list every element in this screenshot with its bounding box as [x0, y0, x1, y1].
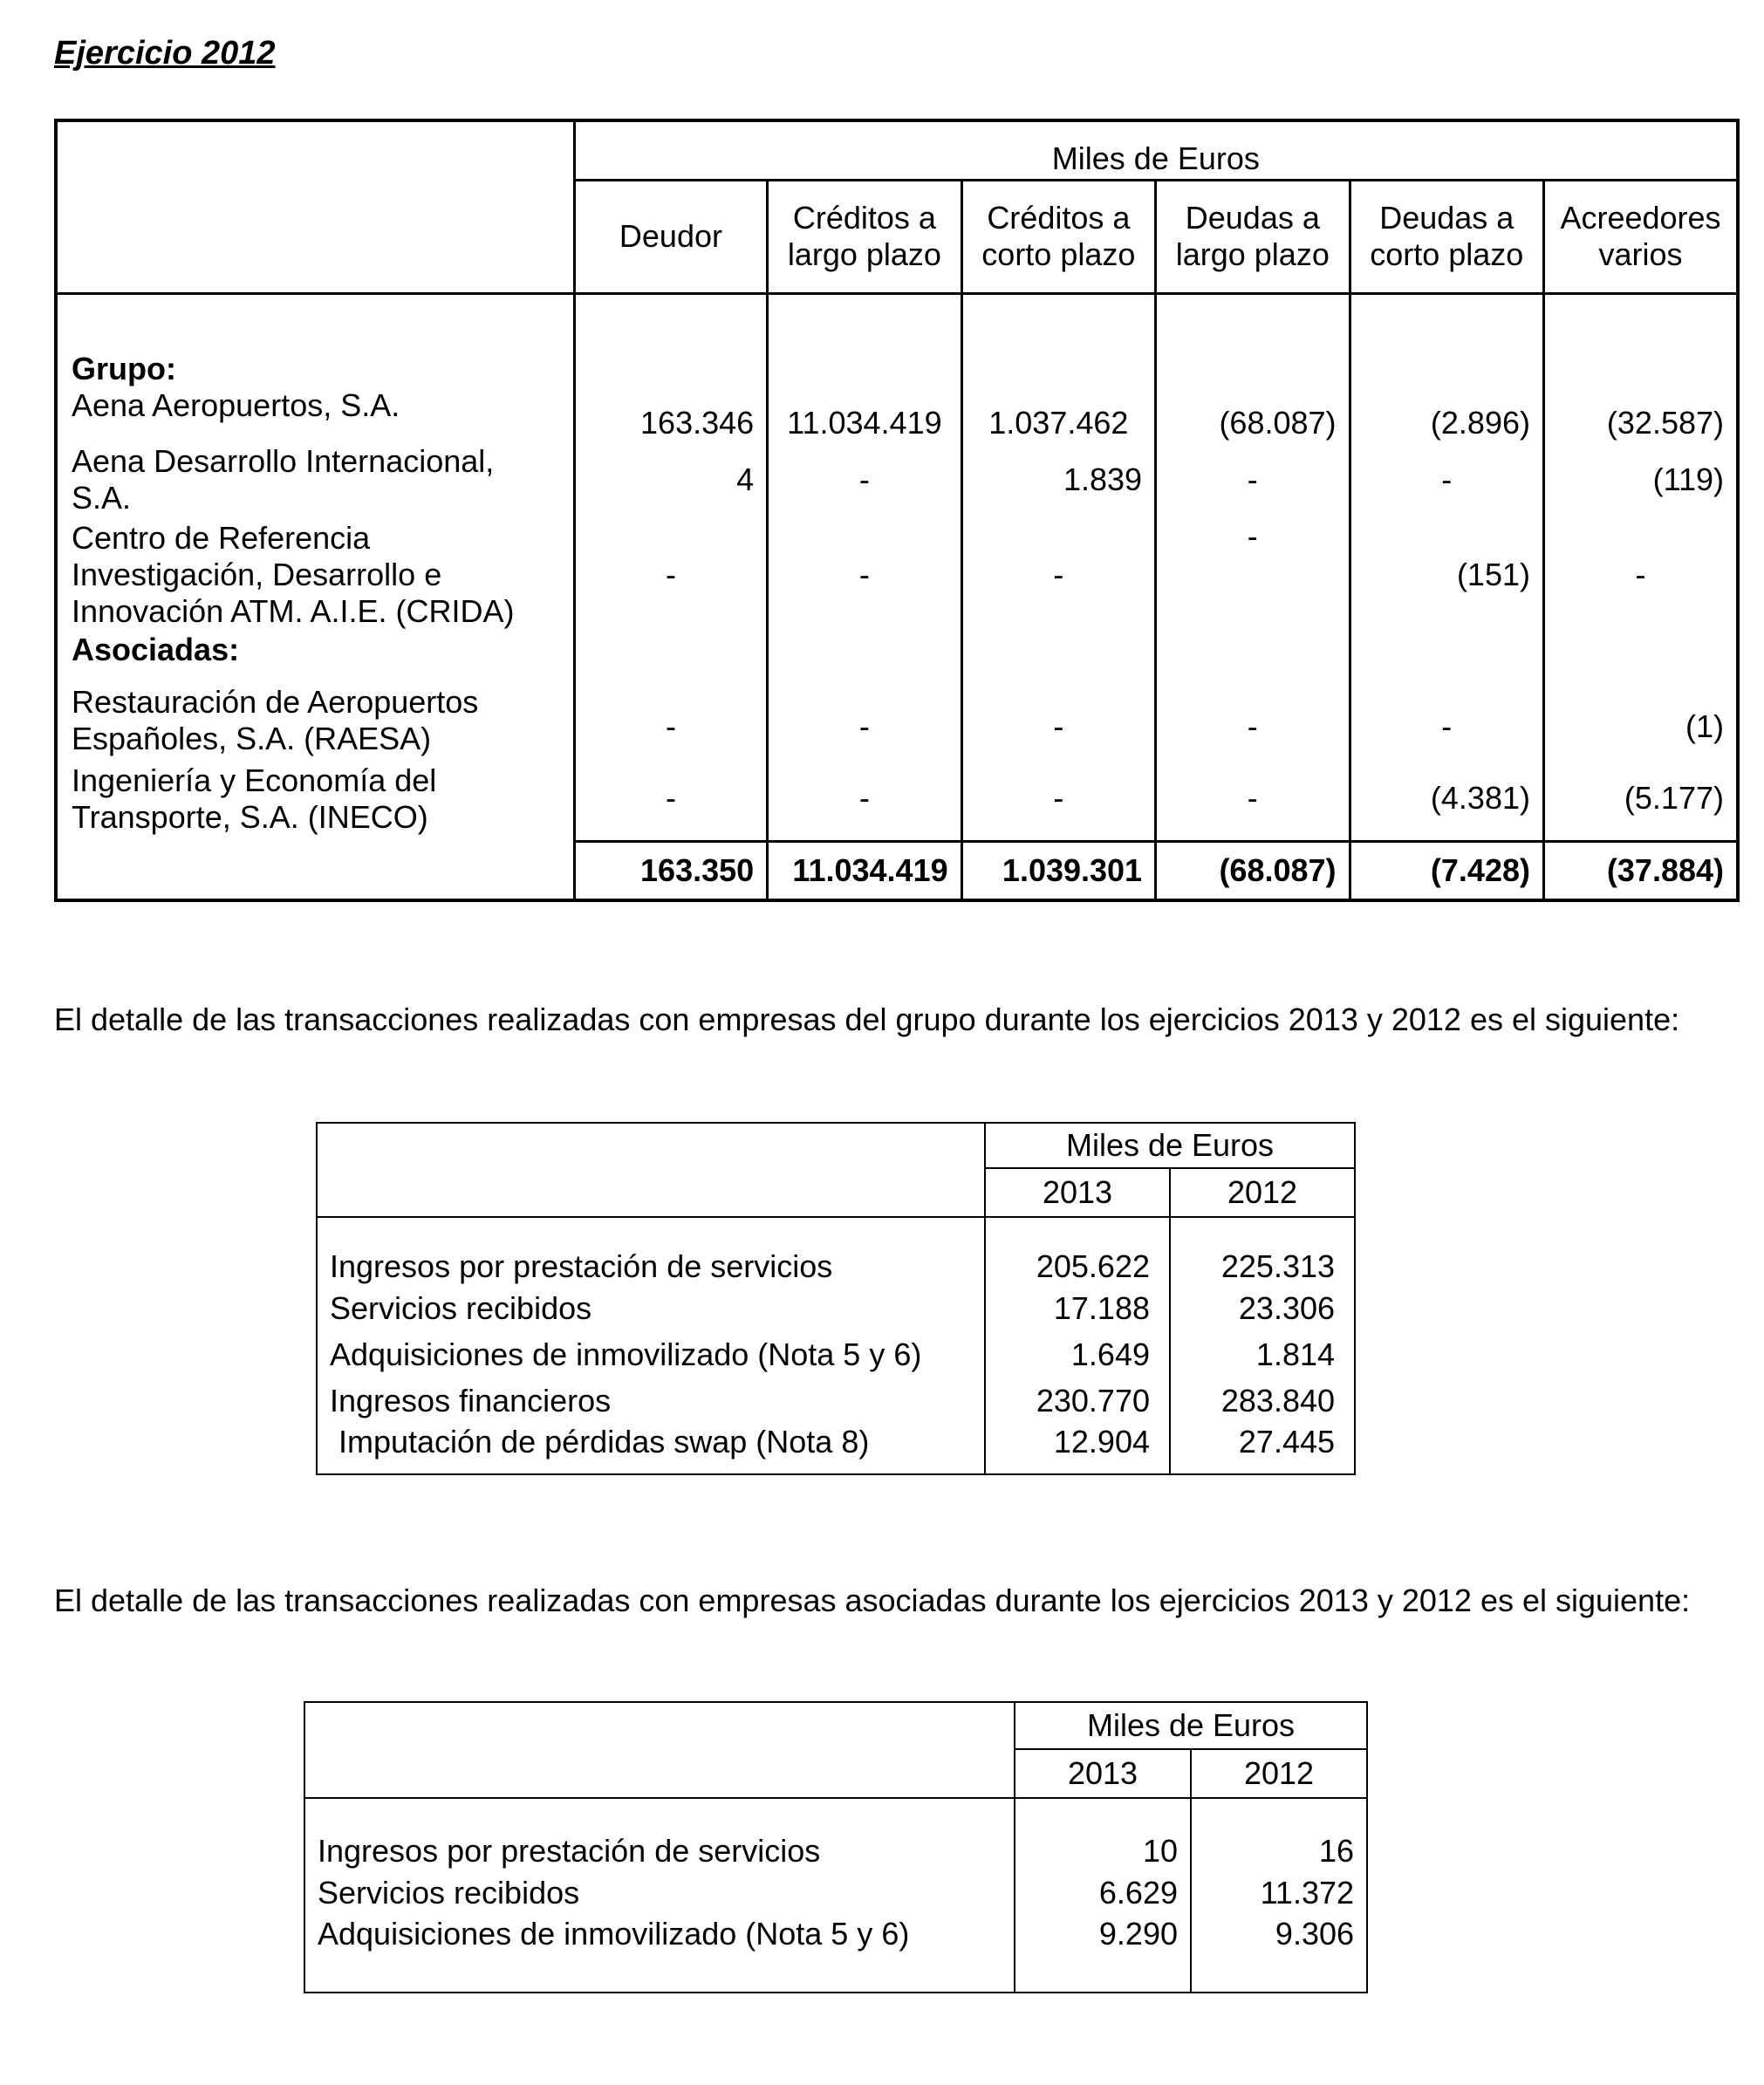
totals-blank [56, 841, 574, 900]
row-label: Ingresos financieros [330, 1382, 612, 1418]
unit-header: Miles de Euros [985, 1123, 1355, 1168]
cell: 1.649 [985, 1331, 1170, 1377]
cell: 1.814 [1170, 1331, 1355, 1377]
transacciones-asociadas-table [304, 1701, 1368, 1993]
table-row [317, 1331, 1355, 1377]
table-row [304, 1798, 1367, 1870]
cell: (4.381) [1350, 757, 1543, 841]
col-header-creditos-cp: Créditos a corto plazo [961, 180, 1155, 293]
balances-table-2012 [54, 119, 1740, 902]
total-cell: 1.039.301 [961, 841, 1155, 900]
paragraph-asociadas: El detalle de las transacciones realizadas con empresas asociadas durante los ejercicios 2013 y 2012 es el siguiente: [54, 1583, 1691, 1618]
cell: - [1156, 441, 1350, 518]
col-header-deudas-cp: Deudas a corto plazo [1350, 180, 1543, 293]
table-row [56, 757, 1738, 841]
table-row [317, 1424, 1355, 1474]
cell: - [961, 518, 1155, 632]
cell: - [1156, 518, 1350, 632]
table-row [56, 387, 1738, 441]
cell: 1.839 [961, 441, 1155, 518]
cell: - [961, 757, 1155, 841]
paragraph-grupo: El detalle de las transacciones realizadas con empresas del grupo durante los ejercicios 2013 y 2012 es el siguiente: [54, 1001, 1680, 1037]
row-label: Adquisiciones de inmovilizado (Nota 5 y 6) [330, 1336, 922, 1372]
transacciones-grupo-table [316, 1122, 1356, 1475]
cell: 11.372 [1191, 1870, 1367, 1916]
table-row [304, 1916, 1367, 1993]
table-row [56, 441, 1738, 518]
row-label: Centro de Referencia Investigación, Desarrollo e Innovación ATM. A.I.E. (CRIDA) [72, 520, 515, 629]
page-title: Ejercicio 2012 [54, 35, 276, 72]
total-cell: (68.087) [1156, 841, 1350, 900]
cell: 230.770 [985, 1377, 1170, 1424]
totals-row [56, 841, 1738, 900]
cell: 4 [574, 441, 767, 518]
total-cell: 163.350 [574, 841, 767, 900]
year-header-2013: 2013 [985, 1168, 1170, 1217]
row-label: Servicios recibidos [330, 1289, 592, 1326]
cell: - [1350, 672, 1543, 757]
table-row [56, 518, 1738, 632]
cell: - [574, 672, 767, 757]
unit-header: Miles de Euros [1015, 1702, 1367, 1749]
cell: 11.034.419 [768, 387, 961, 441]
row-label: Aena Desarrollo Internacional, S.A. [72, 443, 495, 516]
cell: 12.904 [985, 1424, 1170, 1474]
row-label: Ingresos por prestación de servicios [318, 1833, 821, 1869]
row-label: Servicios recibidos [318, 1874, 580, 1911]
year-header-2012: 2012 [1170, 1168, 1355, 1217]
header-blank [56, 120, 574, 293]
row-label: Ingresos por prestación de servicios [330, 1248, 833, 1284]
cell: (151) [1350, 518, 1543, 632]
row-label: Imputación de pérdidas swap (Nota 8) [330, 1424, 870, 1460]
col-header-creditos-lp: Créditos a largo plazo [768, 180, 961, 293]
cell: - [1156, 672, 1350, 757]
total-cell: (37.884) [1543, 841, 1738, 900]
row-label: Restauración de Aeropuertos Españoles, S.A. (RAESA) [72, 684, 479, 756]
cell: 9.306 [1191, 1916, 1367, 1993]
col-header-acreedores: Acreedores varios [1543, 180, 1738, 293]
cell: 163.346 [574, 387, 767, 441]
total-cell: (7.428) [1350, 841, 1543, 900]
cell: - [1543, 518, 1738, 632]
cell: 6.629 [1015, 1870, 1191, 1916]
cell: - [1156, 757, 1350, 841]
cell: - [1350, 441, 1543, 518]
section-grupo: Grupo: [72, 351, 176, 386]
cell: (1) [1543, 672, 1738, 757]
cell: - [961, 672, 1155, 757]
year-header-2013: 2013 [1015, 1749, 1191, 1798]
cell: 283.840 [1170, 1377, 1355, 1424]
cell: - [768, 441, 961, 518]
unit-header: Miles de Euros [574, 120, 1738, 180]
cell: - [768, 518, 961, 632]
table-row [317, 1377, 1355, 1424]
section-asociadas: Asociadas: [72, 632, 240, 667]
cell: 27.445 [1170, 1424, 1355, 1474]
cell: (119) [1543, 441, 1738, 518]
cell: (68.087) [1156, 387, 1350, 441]
cell: 10 [1015, 1798, 1191, 1870]
cell: - [574, 757, 767, 841]
cell: - [574, 518, 767, 632]
table-row [56, 672, 1738, 757]
cell: 16 [1191, 1798, 1367, 1870]
col-header-deudor: Deudor [574, 180, 767, 293]
row-label: Adquisiciones de inmovilizado (Nota 5 y 6) [318, 1916, 910, 1952]
cell: (2.896) [1350, 387, 1543, 441]
col-header-deudas-lp: Deudas a largo plazo [1156, 180, 1350, 293]
year-header-2012: 2012 [1191, 1749, 1367, 1798]
table-row [304, 1870, 1367, 1916]
cell: - [768, 672, 961, 757]
table-row [317, 1285, 1355, 1331]
row-label: Aena Aeropuertos, S.A. [72, 387, 400, 423]
cell: 225.313 [1170, 1217, 1355, 1285]
cell: (5.177) [1543, 757, 1738, 841]
cell: 17.188 [985, 1285, 1170, 1331]
cell: (32.587) [1543, 387, 1738, 441]
cell: 205.622 [985, 1217, 1170, 1285]
cell: - [768, 757, 961, 841]
cell: 23.306 [1170, 1285, 1355, 1331]
cell: 1.037.462 [961, 387, 1155, 441]
cell: 9.290 [1015, 1916, 1191, 1993]
row-label: Ingeniería y Economía del Transporte, S.A. (INECO) [72, 762, 437, 835]
table-row [317, 1217, 1355, 1285]
total-cell: 11.034.419 [768, 841, 961, 900]
